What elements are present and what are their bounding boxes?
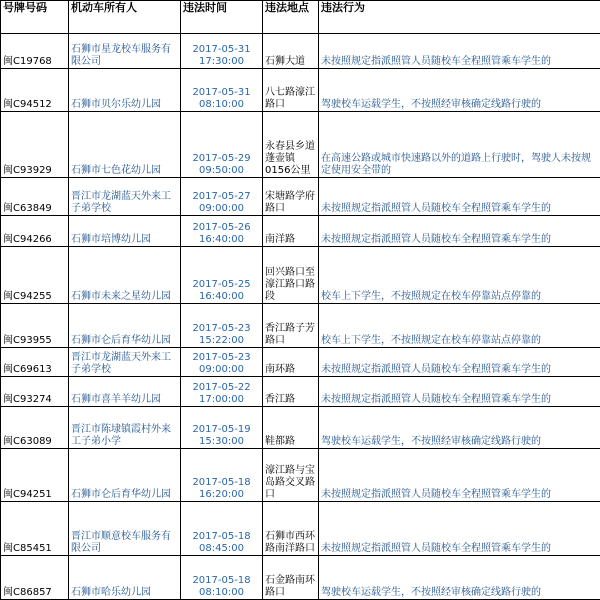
cell-place: 南环路 bbox=[263, 348, 319, 377]
cell-act: 校车上下学生，不按照规定在校车停靠站点停靠的 bbox=[319, 247, 600, 304]
table-row bbox=[1, 407, 600, 449]
cell-plate: 闽C94266 bbox=[1, 216, 69, 247]
cell-plate: 闽C94251 bbox=[1, 449, 69, 502]
cell-place: 八七路濠江路口 bbox=[263, 69, 319, 112]
cell-time: 2017-05-18 08:10:00 bbox=[181, 556, 263, 600]
header-place: 违法地点 bbox=[263, 1, 319, 34]
table-row bbox=[1, 216, 600, 247]
cell-act: 未按照规定指派照管人员随校车全程照管乘车学生的 bbox=[319, 348, 600, 377]
cell-act: 驾驶校车运载学生，不按照经审核确定线路行驶的 bbox=[319, 69, 600, 112]
cell-owner: 晋江市陈埭镇霞村外来工子弟小学 bbox=[69, 407, 181, 449]
table-row bbox=[1, 556, 600, 600]
table-row bbox=[1, 449, 600, 502]
cell-act: 校车上下学生，不按照规定在校车停靠站点停靠的 bbox=[319, 304, 600, 348]
cell-owner: 石狮市星龙校车服务有限公司 bbox=[69, 34, 181, 69]
cell-plate: 闽C63089 bbox=[1, 407, 69, 449]
cell-time: 2017-05-31 17:30:00 bbox=[181, 34, 263, 69]
cell-time: 2017-05-18 08:45:00 bbox=[181, 502, 263, 556]
cell-time: 2017-05-18 16:20:00 bbox=[181, 449, 263, 502]
cell-place: 濠江路与宝岛路交叉路口 bbox=[263, 449, 319, 502]
cell-act: 驾驶校车运载学生，不按照经审核确定线路行驶的 bbox=[319, 407, 600, 449]
cell-time: 2017-05-27 09:00:00 bbox=[181, 178, 263, 216]
cell-plate: 闽C19768 bbox=[1, 34, 69, 69]
cell-time: 2017-05-23 15:22:00 bbox=[181, 304, 263, 348]
cell-time: 2017-05-19 15:30:00 bbox=[181, 407, 263, 449]
cell-place: 鞋都路 bbox=[263, 407, 319, 449]
cell-time: 2017-05-31 08:10:00 bbox=[181, 69, 263, 112]
cell-owner: 石狮市喜羊羊幼儿园 bbox=[69, 377, 181, 407]
cell-owner: 石狮市未来之星幼儿园 bbox=[69, 247, 181, 304]
table-row bbox=[1, 247, 600, 304]
header-time: 违法时间 bbox=[181, 1, 263, 34]
cell-plate: 闽C69613 bbox=[1, 348, 69, 377]
table-row bbox=[1, 69, 600, 112]
header-plate: 号牌号码 bbox=[1, 1, 69, 34]
cell-place: 香江路子芳路口 bbox=[263, 304, 319, 348]
cell-owner: 石狮市贝尔乐幼儿园 bbox=[69, 69, 181, 112]
cell-owner: 石狮市培博幼儿园 bbox=[69, 216, 181, 247]
table-row bbox=[1, 377, 600, 407]
cell-plate: 闽C93955 bbox=[1, 304, 69, 348]
cell-plate: 闽C93929 bbox=[1, 112, 69, 178]
cell-place: 石狮大道 bbox=[263, 34, 319, 69]
table-header-row bbox=[1, 1, 600, 34]
header-owner: 机动车所有人 bbox=[69, 1, 181, 34]
cell-place: 石狮市西环路南洋路口 bbox=[263, 502, 319, 556]
table-row bbox=[1, 34, 600, 69]
cell-time: 2017-05-26 16:40:00 bbox=[181, 216, 263, 247]
table-row bbox=[1, 304, 600, 348]
table-row bbox=[1, 502, 600, 556]
cell-place: 永春县乡道蓬壶镇0156公里 bbox=[263, 112, 319, 178]
cell-act: 未按照规定指派照管人员随校车全程照管乘车学生的 bbox=[319, 377, 600, 407]
cell-owner: 石狮市七色花幼儿园 bbox=[69, 112, 181, 178]
cell-act: 在高速公路或城市快速路以外的道路上行驶时，驾驶人未按规定使用安全带的 bbox=[319, 112, 600, 178]
cell-time: 2017-05-29 09:50:00 bbox=[181, 112, 263, 178]
cell-place: 回兴路口至濠江路口路段 bbox=[263, 247, 319, 304]
cell-owner: 晋江市顺意校车服务有限公司 bbox=[69, 502, 181, 556]
cell-time: 2017-05-22 17:00:00 bbox=[181, 377, 263, 407]
cell-time: 2017-05-23 09:00:00 bbox=[181, 348, 263, 377]
table-row bbox=[1, 178, 600, 216]
cell-plate: 闽C93274 bbox=[1, 377, 69, 407]
cell-owner: 晋江市龙湖蓝天外来工子弟学校 bbox=[69, 348, 181, 377]
cell-plate: 闽C94255 bbox=[1, 247, 69, 304]
cell-place: 香江路 bbox=[263, 377, 319, 407]
cell-act: 未按照规定指派照管人员随校车全程照管乘车学生的 bbox=[319, 502, 600, 556]
cell-act: 未按照规定指派照管人员随校车全程照管乘车学生的 bbox=[319, 178, 600, 216]
cell-time: 2017-05-25 16:40:00 bbox=[181, 247, 263, 304]
cell-owner: 石狮市仑后育华幼儿园 bbox=[69, 304, 181, 348]
cell-owner: 石狮市哈乐幼儿园 bbox=[69, 556, 181, 600]
table-row bbox=[1, 348, 600, 377]
cell-plate: 闽C94512 bbox=[1, 69, 69, 112]
cell-plate: 闽C85451 bbox=[1, 502, 69, 556]
table-row bbox=[1, 112, 600, 178]
cell-place: 石金路南环路口 bbox=[263, 556, 319, 600]
cell-place: 宋塘路学府路口 bbox=[263, 178, 319, 216]
cell-act: 未按照规定指派照管人员随校车全程照管乘车学生的 bbox=[319, 34, 600, 69]
cell-plate: 闽C86857 bbox=[1, 556, 69, 600]
cell-act: 驾驶校车运载学生，不按照经审核确定线路行驶的 bbox=[319, 556, 600, 600]
cell-owner: 晋江市龙湖蓝天外来工子弟学校 bbox=[69, 178, 181, 216]
cell-owner: 石狮市仑后育华幼儿园 bbox=[69, 449, 181, 502]
header-act: 违法行为 bbox=[319, 1, 600, 34]
cell-act: 未按照规定指派照管人员随校车全程照管乘车学生的 bbox=[319, 216, 600, 247]
cell-act: 未按照规定指派照管人员随校车全程照管乘车学生的 bbox=[319, 449, 600, 502]
cell-plate: 闽C63849 bbox=[1, 178, 69, 216]
cell-place: 南洋路 bbox=[263, 216, 319, 247]
